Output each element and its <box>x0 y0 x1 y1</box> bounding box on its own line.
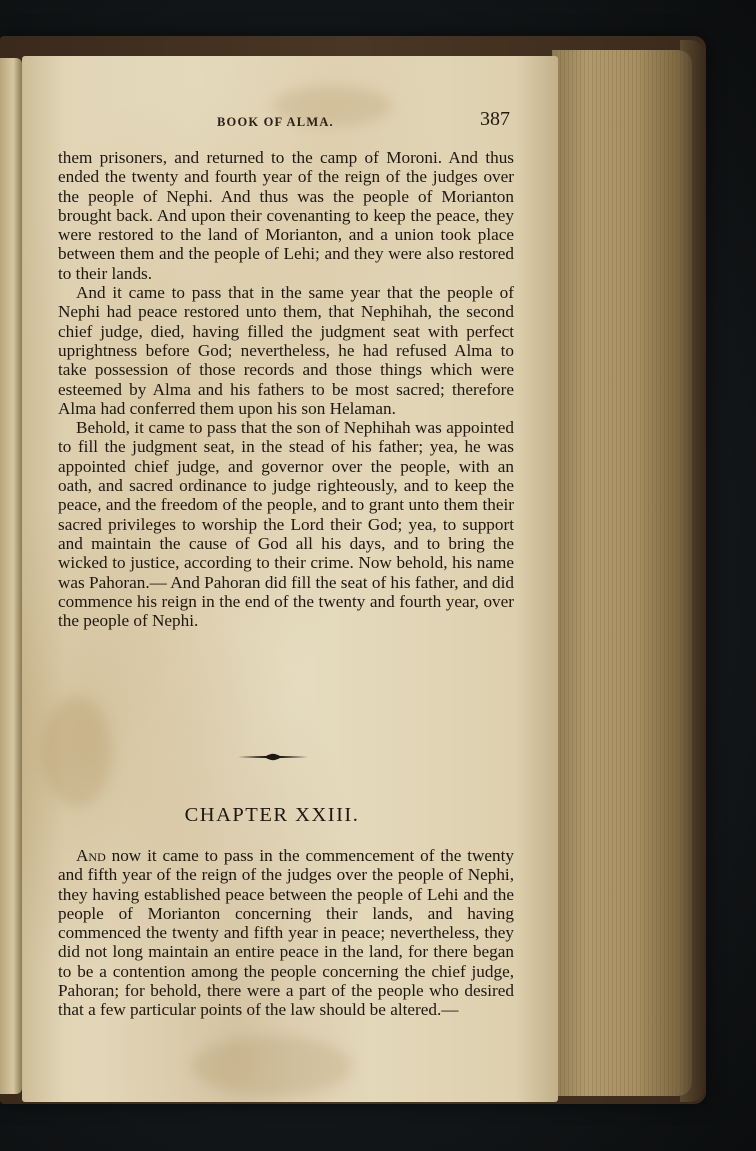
paragraph: Behold, it came to pass that the son of Nephihah was appointed to fill the judgment seat, in the stead of his father; yea, he was appointed chief judge, and governor over the people, with an oath, and sacred ordinance to judge righteously, and to keep the peace, and the freedom of the people, and to grant unto them their sacred privileges to worship the Lord their God; yea, to support and maintain the cause of God all his days, and to bring the wicked to justice, according to their crime. Now behold, his name was Pahoran.— And Pahoran did fill the seat of his father, and did commence his reign in the end of the twenty and fourth year, over the people of Nephi. <box>58 418 514 631</box>
opening-text: now it came to pass in the commencement of the twenty and fifth year of the reign of the judges over the people of Nephi, they having established peace between the people of Lehi and the people of Morianton concerning their lands, and having commenced the twenty and fifth year in peace; nevertheless, they did not long maintain an entire peace in the land, for there began to be a contention among the people concerning the chief judge, Pahoran; for behold, there were a part of the people who desired that a few particular points of the law should be altered.— <box>58 846 514 1020</box>
page-stain <box>192 1036 352 1096</box>
paragraph: them prisoners, and returned to the camp of Moroni. And thus ended the twenty and fourth year of the reign of the judges over the people of Nephi. And thus was the people of Morianton brought back. And upon their covenanting to keep the peace, they were restored to the land of Morianton, and a union took place between them and the people of Lehi; and they were also restored to their lands. <box>58 148 514 283</box>
ornament-divider <box>238 750 308 764</box>
paragraph <box>58 846 514 1020</box>
paragraph: And it came to pass that in the same year that the people of Nephi had peace restored unto them, that Nephihah, the second chief judge, died, having filled the judgment seat with perfect uprightness before God; nevertheless, he had refused Alma to take possession of those records and those things which were esteemed by Alma and his fathers to be most sacred; therefore Alma had conferred them upon his son Helaman. <box>58 283 514 418</box>
page-header <box>22 108 558 132</box>
book-page <box>22 56 558 1102</box>
body-text <box>58 148 514 630</box>
previous-page-edge <box>0 58 22 1094</box>
chapter-heading: CHAPTER XXIII. <box>184 804 360 826</box>
chapter-text <box>58 846 514 1020</box>
page-stain <box>42 696 112 806</box>
running-head: BOOK OF ALMA. <box>217 115 334 129</box>
page-fore-edge <box>552 50 692 1096</box>
opening-word: And <box>76 846 106 865</box>
page-number: 387 <box>480 108 510 130</box>
